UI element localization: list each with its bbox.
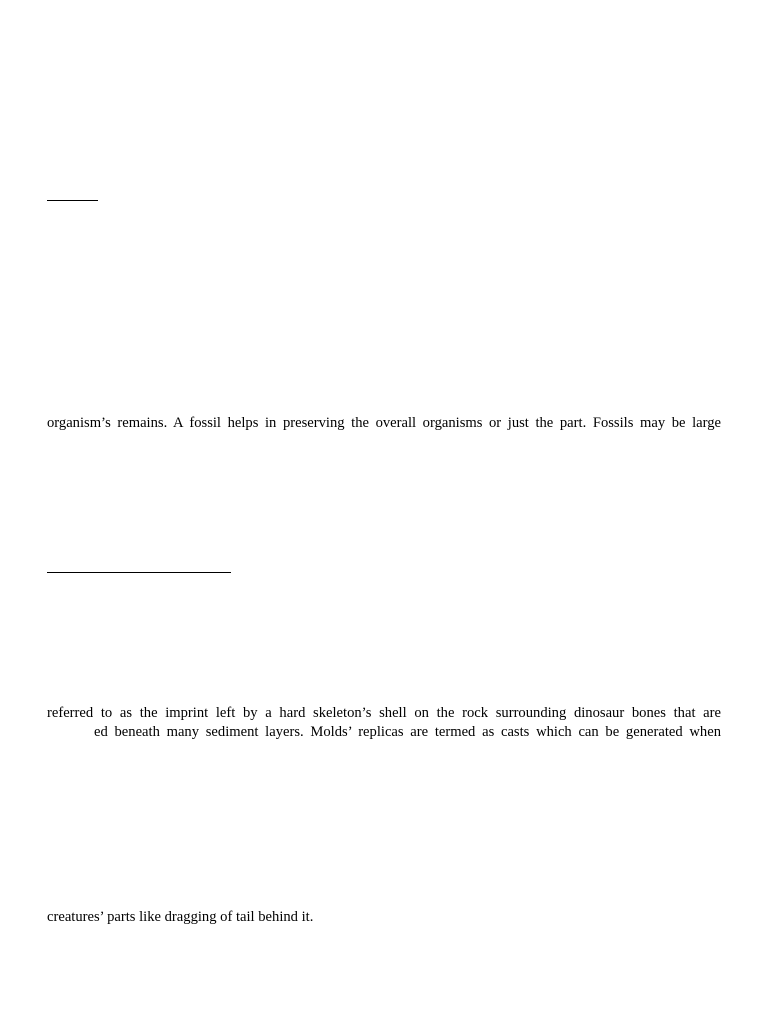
heading-underline <box>47 572 231 573</box>
paragraph-line: ed beneath many sediment layers. Molds’ replicas are termed as casts which can be generated when <box>94 724 721 740</box>
heading-underline <box>47 200 98 201</box>
paragraph-line: creatures’ parts like dragging of tail behind it. <box>47 909 314 925</box>
paragraph-line: organism’s remains. A fossil helps in preserving the overall organisms or just the part. Fossils may be large <box>47 415 721 431</box>
paragraph-line: referred to as the imprint left by a hard skeleton’s shell on the rock surrounding dinosaur bones that are <box>47 705 721 721</box>
